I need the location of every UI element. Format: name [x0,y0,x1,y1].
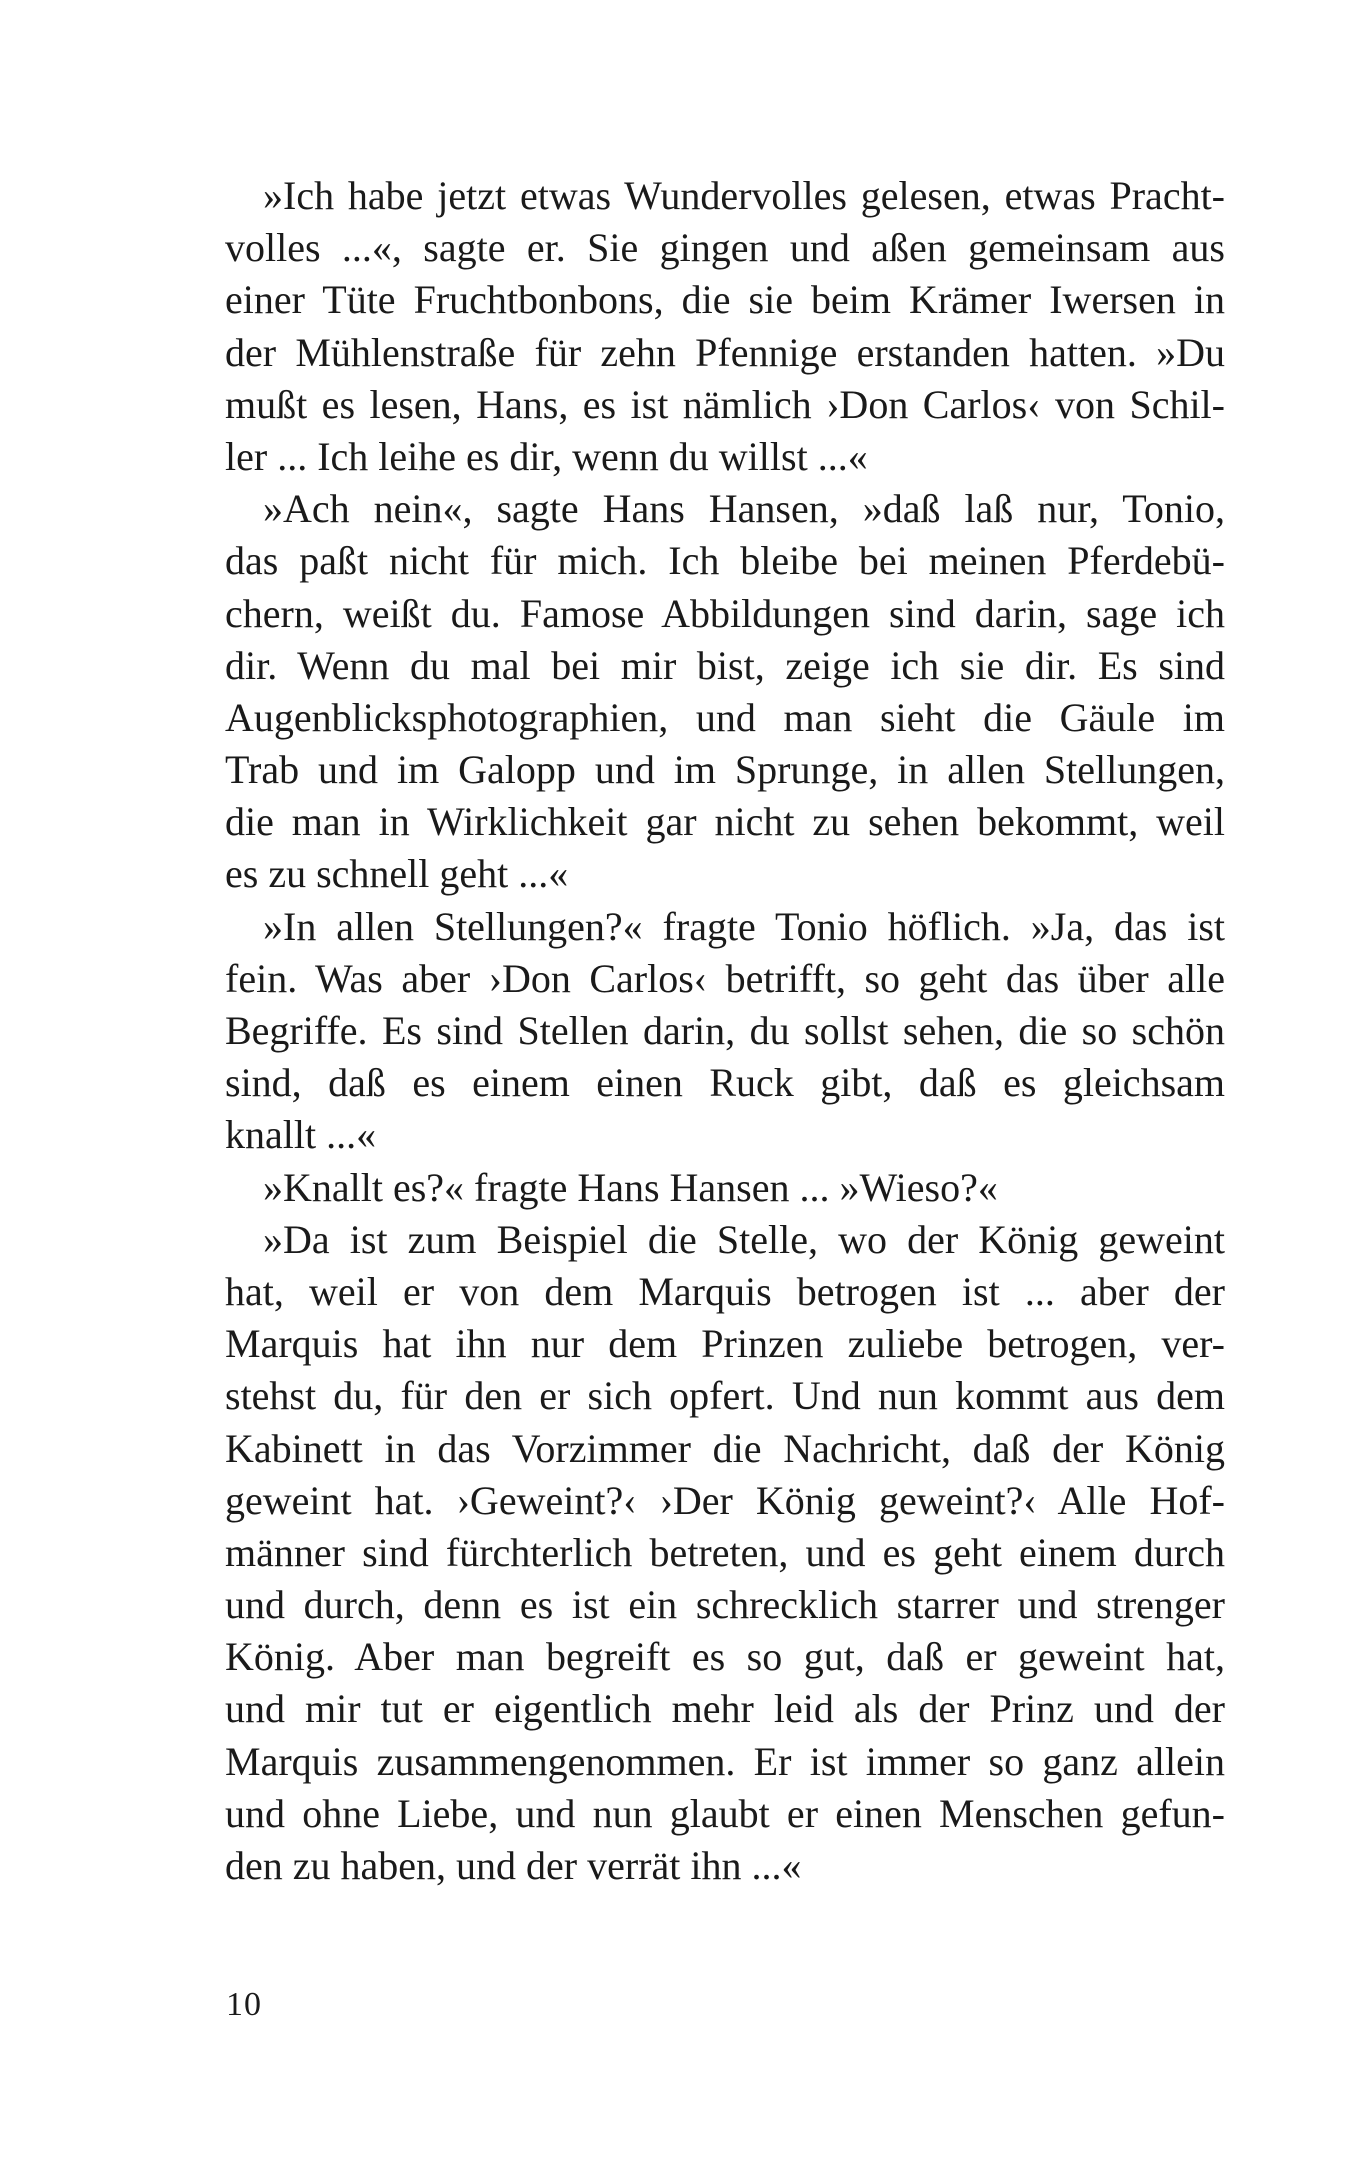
text-line: fein. Was aber ›Don Carlos‹ betrifft, so geht das über alle [225,955,1225,1001]
text-line: »Ach nein«, sagte Hans Hansen, »daß laß nur, Tonio, [263,486,1225,532]
text-line: sind, daß es einem einen Ruck gibt, daß es gleichsam [225,1060,1225,1106]
text-line: der Mühlenstraße für zehn Pfennige erstanden hatten. »Du [225,329,1225,375]
text-line: den zu haben, und der verrät ihn ...« [225,1843,802,1888]
text-line: und mir tut er eigentlich mehr leid als der Prinz und der [225,1686,1225,1732]
text-line: Marquis zusammengenommen. Er ist immer so ganz allein [225,1738,1225,1784]
text-line: und ohne Liebe, und nun glaubt er einen Menschen gefun- [225,1790,1225,1836]
text-line: »Knallt es?« fragte Hans Hansen ... »Wieso?« [263,1164,998,1210]
text-line: das paßt nicht für mich. Ich bleibe bei meinen Pferdebü- [225,538,1225,584]
text-line: die man in Wirklichkeit gar nicht zu sehen bekommt, weil [225,799,1225,845]
text-line: Marquis hat ihn nur dem Prinzen zuliebe betrogen, ver- [225,1321,1225,1367]
text-line: volles ...«, sagte er. Sie gingen und aßen gemeinsam aus [225,225,1225,271]
text-line: »Ich habe jetzt etwas Wundervolles gelesen, etwas Pracht- [263,173,1225,218]
text-line: ler ... Ich leihe es dir, wenn du willst ...« [225,433,868,479]
text-line: männer sind fürchterlich betreten, und es geht einem durch [225,1529,1225,1575]
text-line: es zu schnell geht ...« [225,851,569,897]
text-line: Augenblicksphotographien, und man sieht die Gäule im [225,694,1225,740]
text-line: stehst du, für den er sich opfert. Und nun kommt aus dem [225,1373,1225,1419]
text-line: mußt es lesen, Hans, es ist nämlich ›Don Carlos‹ von Schil- [225,381,1225,427]
text-line: dir. Wenn du mal bei mir bist, zeige ich sie dir. Es sind [225,642,1225,688]
text-line: chern, weißt du. Famose Abbildungen sind darin, sage ich [225,590,1225,636]
text-line: Begriffe. Es sind Stellen darin, du sollst sehen, die so schön [225,1008,1225,1053]
text-line: hat, weil er von dem Marquis betrogen ist ... aber der [225,1268,1225,1314]
text-line: Kabinett in das Vorzimmer die Nachricht, daß der König [225,1425,1225,1471]
text-line: einer Tüte Fruchtbonbons, die sie beim Krämer Iwersen in [225,277,1225,323]
text-line: Trab und im Galopp und im Sprunge, in allen Stellungen, [225,747,1225,793]
page-number: 10 [226,1986,262,2023]
text-line: »Da ist zum Beispiel die Stelle, wo der König geweint [263,1216,1225,1262]
body-text [225,170,1225,1892]
text-line: und durch, denn es ist ein schrecklich starrer und strenger [225,1582,1225,1628]
text-line: geweint hat. ›Geweint?‹ ›Der König geweint?‹ Alle Hof- [225,1477,1225,1523]
text-line: knallt ...« [225,1112,377,1158]
text-line: König. Aber man begreift es so gut, daß er geweint hat, [225,1634,1225,1680]
text-line: »In allen Stellungen?« fragte Tonio höflich. »Ja, das ist [263,903,1225,949]
